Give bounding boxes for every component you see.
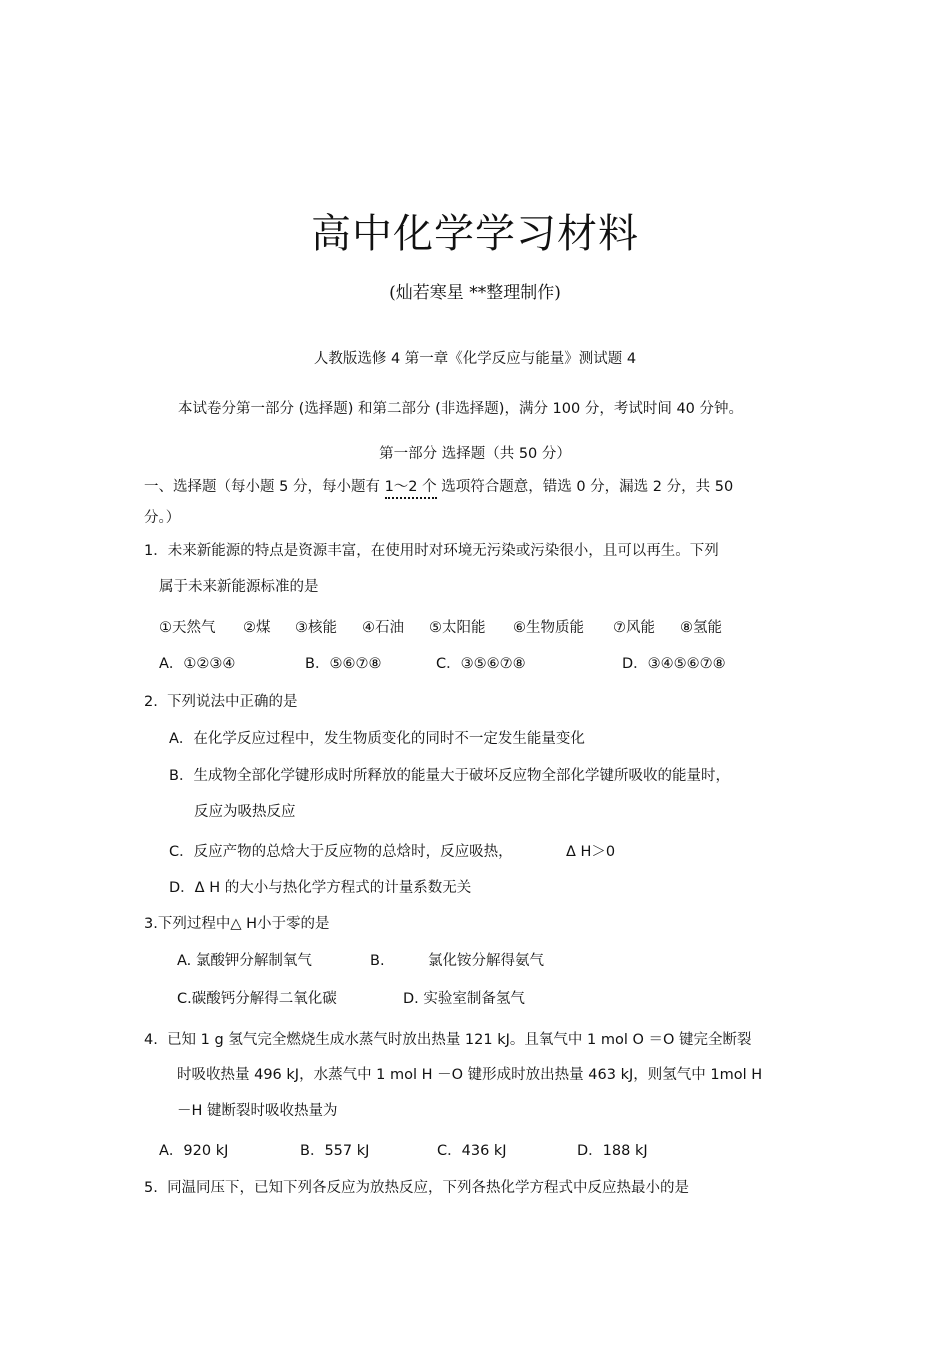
question-4-option-c: C．436 kJ: [437, 1143, 507, 1159]
question-1-item: ⑤太阳能: [429, 620, 486, 636]
question-2-stem: 2. 下列说法中正确的是: [144, 694, 298, 710]
question-1-option-c: C．③⑤⑥⑦⑧: [436, 656, 526, 672]
question-2-option-c-formula: Δ H＞0: [566, 844, 616, 860]
exam-intro: 本试卷分第一部分 (选择题) 和第二部分 (非选择题)，满分 100 分，考试时间 40 分钟。: [178, 401, 744, 417]
question-4-option-b: B．557 kJ: [300, 1143, 370, 1159]
question-4-number: 4.: [144, 1032, 158, 1048]
question-4-option-a: A．920 kJ: [159, 1143, 229, 1159]
question-3-number: 3.: [144, 916, 158, 932]
question-1-option-d: D．③④⑤⑥⑦⑧: [622, 656, 726, 672]
question-1-number: 1．: [144, 543, 168, 559]
question-2-option-b-line2: 反应为吸热反应: [194, 804, 296, 820]
question-1-item: ②煤: [243, 620, 271, 636]
question-2-option-a: A．在化学反应过程中，发生物质变化的同时不一定发生能量变化: [169, 731, 585, 747]
question-3-option-d: D. 实验室制备氢气: [403, 991, 525, 1007]
question-2-option-c: C．反应产物的总焓大于反应物的总焓时，反应吸热，: [169, 844, 513, 860]
question-1-item: ③核能: [295, 620, 337, 636]
section1-instructions-pre: 一、选择题（每小题 5 分，每小题有: [144, 479, 380, 495]
question-5-stem: 5. 同温同压下，已知下列各反应为放热反应，下列各热化学方程式中反应热最小的是: [144, 1180, 690, 1196]
section1-instructions-post: 选项符合题意，错选 0 分，漏选 2 分，共 50: [441, 479, 734, 495]
document-title: 高中化学学习材料: [311, 211, 639, 257]
question-1-item: ①天然气: [159, 620, 216, 636]
question-3-option-a: A. 氯酸钾分解制氧气: [177, 953, 312, 969]
question-5-number: 5.: [144, 1180, 158, 1196]
exam-name: 人教版选修 4 第一章《化学反应与能量》测试题 4: [313, 351, 637, 367]
question-3-option-b: 氯化铵分解得氨气: [428, 953, 544, 969]
question-4-stem-line3: －H 键断裂时吸收热量为: [177, 1103, 338, 1119]
question-3-option-c: C.碳酸钙分解得二氧化碳: [177, 991, 337, 1007]
question-3-stem: 3.下列过程中△ H小于零的是: [144, 916, 330, 932]
question-2-option-b: B．生成物全部化学键形成时所释放的能量大于破坏反应物全部化学键所吸收的能量时，: [169, 768, 730, 784]
question-1-item: ⑧氢能: [680, 620, 722, 636]
question-1-stem-line1: 1．未来新能源的特点是资源丰富，在使用时对环境无污染或污染很小，且可以再生。下列: [144, 543, 719, 559]
question-1-item: ④石油: [362, 620, 404, 636]
part1-heading: 第一部分 选择题（共 50 分）: [379, 446, 571, 462]
question-2-number: 2.: [144, 694, 158, 710]
question-1-stem-line2: 属于未来新能源标准的是: [159, 579, 319, 595]
question-2-option-d: D．Δ H 的大小与热化学方程式的计量系数无关: [169, 880, 472, 896]
question-1-option-a: A．①②③④: [159, 656, 236, 672]
question-4-option-d: D．188 kJ: [577, 1143, 648, 1159]
section1-instructions-line2: 分。）: [144, 510, 181, 526]
section1-emphasis: 1～2 个: [385, 479, 437, 499]
question-3-option-b-letter: B.: [370, 953, 385, 969]
question-1-item: ⑥生物质能: [513, 620, 584, 636]
document-subtitle: (灿若寒星 **整理制作): [389, 283, 561, 303]
question-4-stem-line1: 4. 已知 1 g 氢气完全燃烧生成水蒸气时放出热量 121 kJ。且氧气中 1 mol O ＝O 键完全断裂: [144, 1032, 752, 1048]
question-1-option-b: B．⑤⑥⑦⑧: [305, 656, 382, 672]
question-4-stem-line2: 时吸收热量 496 kJ，水蒸气中 1 mol H －O 键形成时放出热量 463 kJ，则氢气中 1mol H: [177, 1067, 763, 1083]
question-1-item: ⑦风能: [613, 620, 655, 636]
section1-instructions: [144, 480, 733, 495]
